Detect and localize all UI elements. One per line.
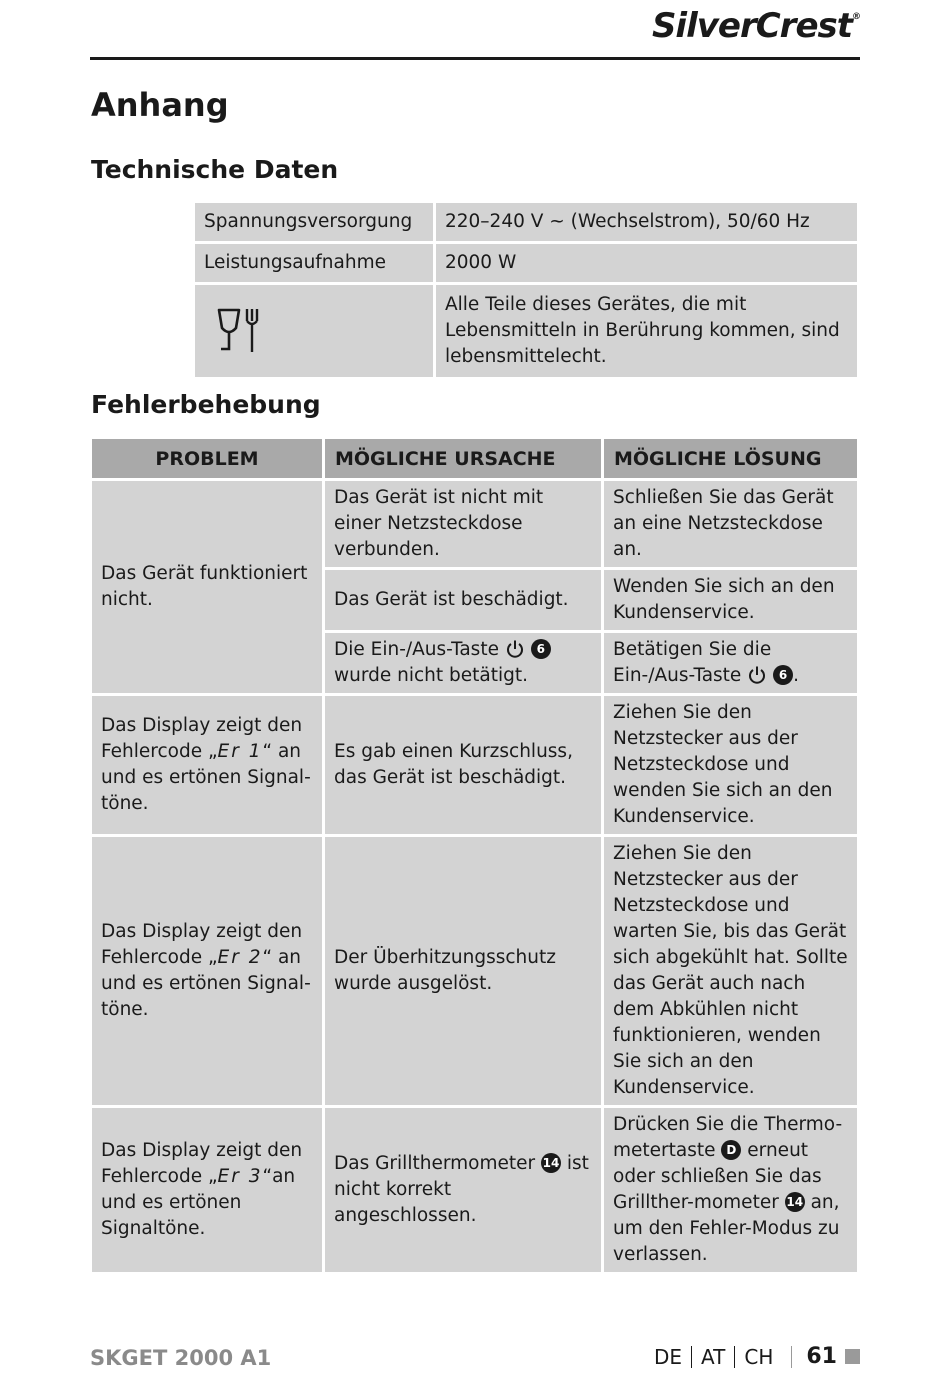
spec-value: 220–240 V ~ (Wechselstrom), 50/60 Hz [436, 203, 857, 241]
table-header-row [92, 439, 857, 478]
column-header-solution: MÖGLICHE LÖSUNG [604, 439, 857, 478]
country-code: CH [744, 1344, 774, 1369]
spec-label: Spannungsversorgung [195, 203, 433, 241]
reference-number-badge: 6 [773, 665, 793, 685]
cause-cell: Der Überhitzungsschutz wurde ausgelöst. [325, 837, 601, 1105]
power-icon [747, 665, 767, 685]
solution-cell: Wenden Sie sich an den Kundenservice. [604, 570, 857, 630]
error-code: Er 2 [217, 947, 263, 968]
solution-cell: Betätigen Sie die Ein-/Aus-Taste 6 . [604, 633, 857, 693]
spec-label: Leistungsaufnahme [195, 244, 433, 282]
divider [734, 1346, 735, 1368]
food-safe-icon-cell [195, 285, 433, 377]
reference-number-badge: 14 [785, 1192, 805, 1212]
page-number: 61 [806, 1344, 837, 1369]
page-title: Anhang [91, 86, 229, 124]
cause-cell: Es gab einen Kurzschluss, das Gerät ist beschädigt. [325, 696, 601, 834]
table-row [195, 203, 857, 241]
cause-cell: Die Ein-/Aus-Taste 6 wurde nicht betätigt. [325, 633, 601, 693]
problem-cell: Das Gerät funktioniert nicht. [92, 481, 322, 693]
country-code: AT [701, 1344, 726, 1369]
solution-cell: Drücken Sie die Thermo-metertaste D erneut oder schließen Sie das Grillther-mometer 14 an, um den Fehler-Modus zu verlassen. [604, 1108, 857, 1272]
reference-letter-badge: D [721, 1140, 741, 1160]
cause-cell: Das Gerät ist beschädigt. [325, 570, 601, 630]
header-rule [90, 57, 860, 60]
reference-number-badge: 14 [541, 1153, 561, 1173]
column-header-problem: PROBLEM [92, 439, 322, 478]
reference-number-badge: 6 [531, 639, 551, 659]
glass-fork-food-safe-icon [216, 306, 262, 356]
problem-cell: Das Display zeigt den Fehlercode „Er 2“ an und es ertönen Signal-töne. [92, 837, 322, 1105]
page-marker-square [845, 1349, 860, 1364]
brand-logo: SilverCrest® [651, 6, 860, 46]
error-code: Er 1 [217, 741, 263, 762]
technical-data-table [192, 200, 860, 380]
divider [691, 1346, 692, 1368]
table-row [195, 244, 857, 282]
solution-cell: Ziehen Sie den Netzstecker aus der Netzsteckdose und warten Sie, bis das Gerät sich abgekühlt hat. Sollte das Gerät auch nach dem Abkühlen nicht funktionieren, wenden Sie sich an den Kundenservice. [604, 837, 857, 1105]
table-row [92, 481, 857, 567]
footer-model-number: SKGET 2000 A1 [90, 1346, 272, 1370]
cause-cell: Das Grillthermometer 14 ist nicht korrekt angeschlossen. [325, 1108, 601, 1272]
table-row [92, 1108, 857, 1272]
cause-cell: Das Gerät ist nicht mit einer Netzsteckdose verbunden. [325, 481, 601, 567]
solution-cell: Schließen Sie das Gerät an eine Netzsteckdose an. [604, 481, 857, 567]
table-row [92, 837, 857, 1105]
column-header-cause: MÖGLICHE URSACHE [325, 439, 601, 478]
error-code: Er 3 [217, 1166, 263, 1187]
country-code: DE [653, 1344, 682, 1369]
problem-cell: Das Display zeigt den Fehlercode „Er 1“ an und es ertönen Signal-töne. [92, 696, 322, 834]
section-heading-troubleshooting: Fehlerbehebung [91, 390, 321, 419]
section-heading-technical: Technische Daten [91, 155, 339, 184]
solution-cell: Ziehen Sie den Netzstecker aus der Netzsteckdose und wenden Sie sich an den Kundenservice. [604, 696, 857, 834]
footer-page-info [654, 1344, 860, 1369]
troubleshooting-table [89, 436, 860, 1275]
spec-value: 2000 W [436, 244, 857, 282]
divider [791, 1346, 792, 1368]
power-icon [505, 639, 525, 659]
problem-cell: Das Display zeigt den Fehlercode „Er 3“an und es ertönen Signaltöne. [92, 1108, 322, 1272]
table-row [195, 285, 857, 377]
table-row [92, 696, 857, 834]
food-safe-text: Alle Teile dieses Gerätes, die mit Lebensmitteln in Berührung kommen, sind lebensmittelecht. [436, 285, 857, 377]
